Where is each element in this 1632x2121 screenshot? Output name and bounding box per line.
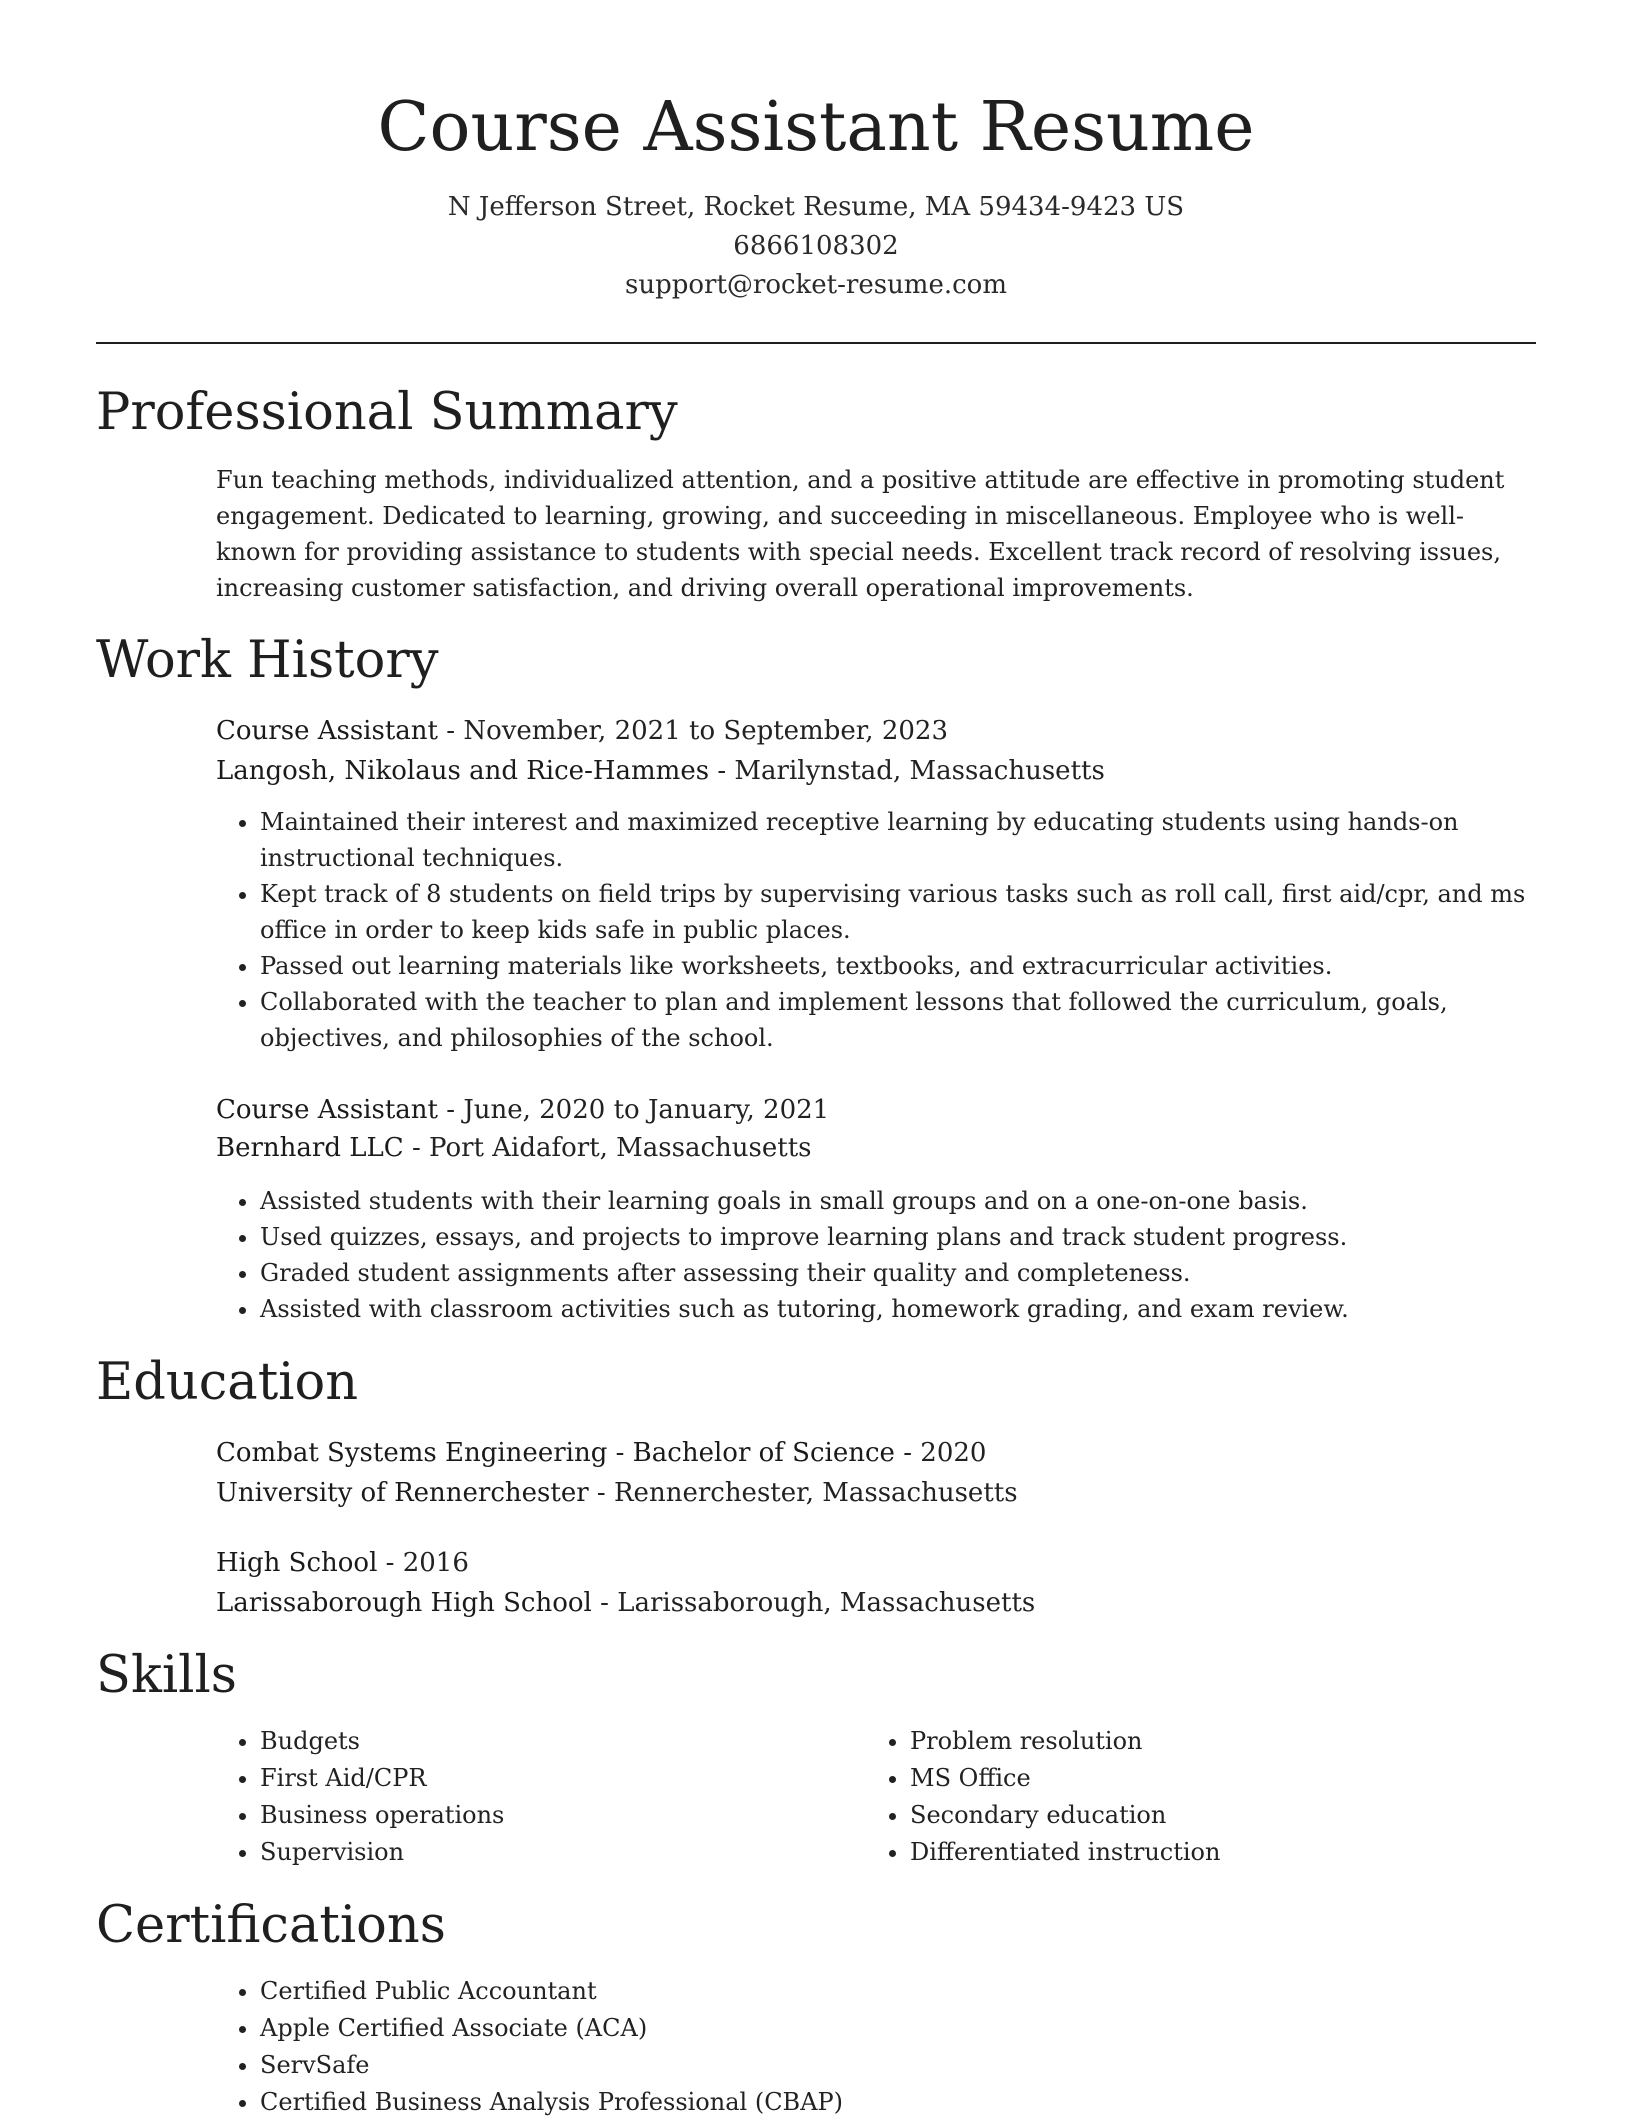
header-divider	[96, 342, 1536, 344]
list-item: • Budgets	[260, 1723, 856, 1760]
job-1-dates: November, 2021 to September, 2023	[463, 716, 949, 746]
section-title-work-history: Work History	[96, 631, 439, 690]
education-2-field: High School	[216, 1548, 378, 1578]
section-title-summary: Professional Summary	[96, 383, 678, 442]
list-item: • Business operations	[260, 1797, 856, 1834]
list-item: • Certified Business Analysis Professional (CBAP)	[260, 2084, 1216, 2121]
education-2-school-line: Larissaborough High School - Larissaborough, Massachusetts	[216, 1588, 1036, 1618]
section-title-education: Education	[96, 1353, 359, 1412]
job-2-location: Port Aidafort, Massachusetts	[429, 1133, 812, 1163]
job-2-role: Course Assistant	[216, 1095, 438, 1125]
skills-list-left	[216, 1723, 856, 1871]
job-2-employer: Bernhard LLC - Port Aidafort, Massachusetts	[216, 1133, 812, 1163]
education-2-location: Larissaborough, Massachusetts	[617, 1588, 1036, 1618]
section-title-skills: Skills	[96, 1646, 237, 1705]
education-2-school: Larissaborough High School	[216, 1588, 592, 1618]
list-item: • Differentiated instruction	[910, 1834, 1506, 1871]
education-1-degree: Bachelor of Science	[632, 1438, 895, 1468]
education-2-heading: High School - 2016	[216, 1548, 469, 1578]
education-1-school: University of Rennerchester	[216, 1478, 589, 1508]
summary-text: Fun teaching methods, individualized attention, and a positive attitude are effective in promoting student engagement. Dedicated to learning, growing, and succeeding in miscellaneous. Employee who is well-known for providing assistance to students with special needs. Excellent track record of resolving issues, increasing customer satisfaction, and driving overall operational improvements.	[216, 466, 1505, 602]
education-1-heading: Combat Systems Engineering - Bachelor of Science - 2020	[216, 1438, 987, 1468]
job-1-heading: Course Assistant - November, 2021 to September, 2023	[216, 716, 949, 746]
education-1-school-line: University of Rennerchester - Rennerchester, Massachusetts	[216, 1478, 1018, 1508]
resume-header	[96, 82, 1536, 305]
list-item: • Graded student assignments after assessing their quality and completeness.	[260, 1255, 1526, 1291]
job-1-location: Marilynstad, Massachusetts	[734, 756, 1105, 786]
resume-title: Course Assistant Resume	[377, 88, 1255, 167]
job-2-company: Bernhard LLC	[216, 1133, 404, 1163]
list-item: • Secondary education	[910, 1797, 1506, 1834]
list-item: • Certified Public Accountant	[260, 1973, 1216, 2010]
list-item: • Supervision	[260, 1834, 856, 1871]
list-item: • Used quizzes, essays, and projects to improve learning plans and track student progress.	[260, 1219, 1526, 1255]
contact-email: support@rocket-resume.com	[624, 270, 1007, 300]
list-item: • Assisted with classroom activities such as tutoring, homework grading, and exam review.	[260, 1291, 1526, 1327]
list-item: • Assisted students with their learning goals in small groups and on a one-on-one basis.	[260, 1183, 1526, 1219]
education-1-location: Rennerchester, Massachusetts	[613, 1478, 1018, 1508]
list-item: • Maintained their interest and maximized receptive learning by educating students using hands-on instructional techniques.	[260, 804, 1526, 876]
education-1-year: 2020	[920, 1438, 987, 1468]
list-item: • Apple Certified Associate (ACA)	[260, 2010, 1216, 2047]
list-item: • First Aid/CPR	[260, 1760, 856, 1797]
skills-list-right	[866, 1723, 1506, 1871]
education-1-field: Combat Systems Engineering	[216, 1438, 608, 1468]
list-item: • Kept track of 8 students on field trips by supervising various tasks such as roll call, first aid/cpr, and ms office in order to keep kids safe in public places.	[260, 876, 1526, 948]
job-2-dates: June, 2020 to January, 2021	[463, 1095, 830, 1125]
job-1-bullets	[216, 804, 1526, 1056]
job-1-company: Langosh, Nikolaus and Rice-Hammes	[216, 756, 710, 786]
job-2-heading: Course Assistant - June, 2020 to January, 2021	[216, 1095, 830, 1125]
contact-address: N Jefferson Street, Rocket Resume, MA 59434-9423 US	[447, 192, 1185, 222]
education-2-year: 2016	[402, 1548, 469, 1578]
job-1-employer: Langosh, Nikolaus and Rice-Hammes - Marilynstad, Massachusetts	[216, 756, 1105, 786]
list-item: • MS Office	[910, 1760, 1506, 1797]
list-item: • Collaborated with the teacher to plan and implement lessons that followed the curriculum, goals, objectives, and philosophies of the school.	[260, 984, 1526, 1056]
list-item: • Problem resolution	[910, 1723, 1506, 1760]
section-title-certifications: Certifications	[96, 1896, 446, 1955]
certifications-list	[216, 1973, 1216, 2121]
job-2-bullets	[216, 1183, 1526, 1327]
contact-phone: 6866108302	[733, 231, 899, 261]
list-item: • Passed out learning materials like worksheets, textbooks, and extracurricular activities.	[260, 948, 1526, 984]
list-item: • ServSafe	[260, 2047, 1216, 2084]
job-1-role: Course Assistant	[216, 716, 438, 746]
